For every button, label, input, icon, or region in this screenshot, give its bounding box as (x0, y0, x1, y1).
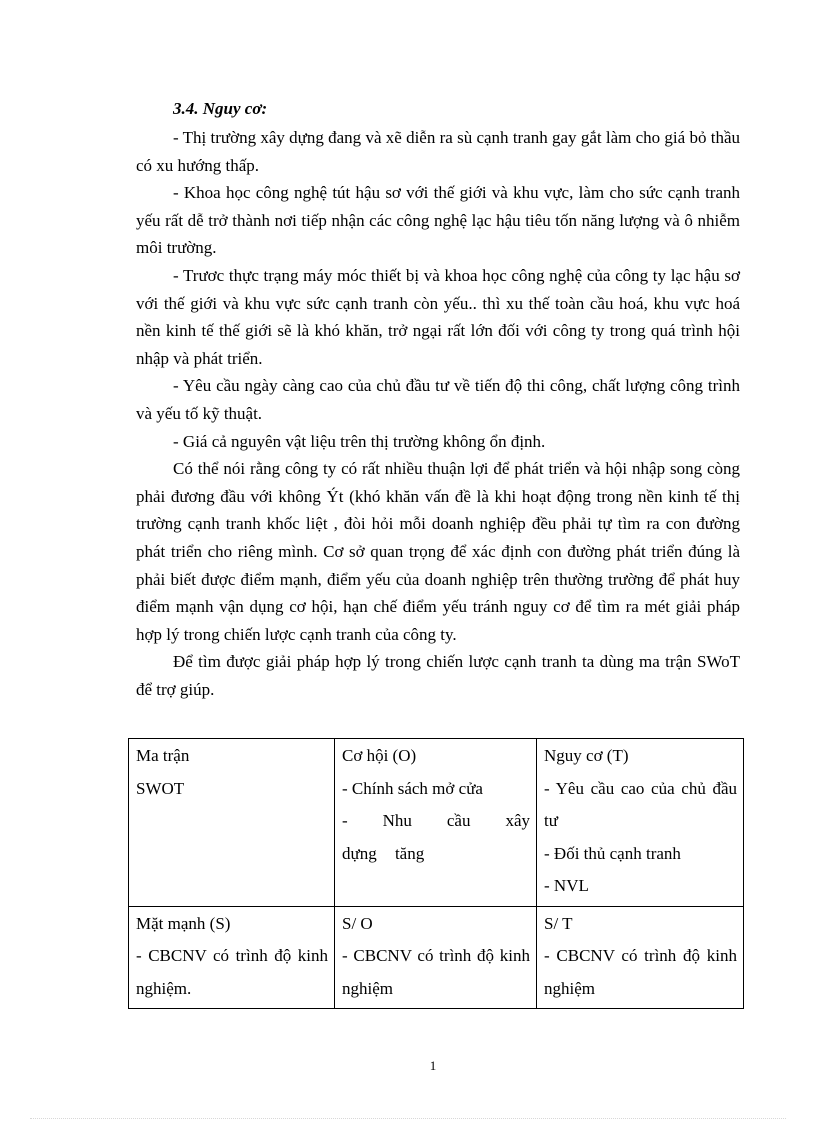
table-cell-opportunities (335, 739, 537, 907)
cell-item: - Chính sách mở cửa (342, 778, 483, 798)
paragraph-threat-technology: - Khoa học công nghệ tút hậu sơ với thế giới và khu vực, làm cho sức cạnh tranh yếu rất dễ trở thành nơi tiếp nhận các công nghệ lạc hậu tiêu tốn năng lượng và ô nhiễm môi trường. (136, 183, 740, 258)
cell-title: Ma trận (136, 746, 190, 765)
cell-title: S/ T (544, 913, 573, 933)
cell-item: - CBCNV có trình độ kinh nghiệm. (136, 946, 328, 998)
table-cell-strengths (129, 906, 335, 1009)
body-text (136, 124, 740, 703)
paragraph-conclusion: Có thể nói rằng công ty có rất nhiều thuận lợi để phát triển và hội nhập song còng phải đương đầu với không Ýt (khó khăn vấn đề là khi hoạt động trong nền kinh tế thị trường cạnh tranh khốc liệt , đòi hỏi mỗi doanh nghiệp đều phải tự tìm ra con đường phát triển cho riêng mình. Cơ sở quan trọng để xác định con đường phát triển đúng là phải biết được điểm mạnh, điểm yếu của doanh nghiệp trên thường trường để phát huy điểm mạnh vận dụng cơ hội, hạn chế điểm yếu tránh nguy cơ để tìm ra mét giải pháp hợp lý trong chiến lược cạnh tranh của công ty. (136, 459, 740, 644)
table-cell-st (537, 906, 744, 1009)
cell-title: S/ O (342, 913, 373, 933)
table-cell-matrix (129, 739, 335, 907)
table-cell-threats (537, 739, 744, 907)
paragraph-threat-market: - Thị trường xây dựng đang và xẽ diễn ra sù cạnh tranh gay gắt làm cho giá bỏ thầu có xu hướng thấp. (136, 128, 740, 175)
cell-item: - Nhu cầu xây dựng tăng (342, 811, 530, 863)
paragraph-threat-investor: - Yêu cầu ngày càng cao của chủ đầu tư về tiến độ thi công, chất lượng công trình và yếu tố kỹ thuật. (136, 376, 740, 423)
table-cell-so (335, 906, 537, 1009)
table-row (129, 739, 744, 907)
cell-item: - Đối thủ cạnh tranh (544, 843, 681, 863)
paragraph-threat-materials: - Giá cả nguyên vật liệu trên thị trường không ổn định. (173, 431, 546, 451)
paragraph-swot-intro: Để tìm được giải pháp hợp lý trong chiến lược cạnh tranh ta dùng ma trận SWoT để trợ giúp. (136, 652, 740, 699)
cell-item: - CBCNV có trình độ kinh nghiệm (544, 946, 737, 998)
cell-item: - Yêu cầu cao của chủ đầu tư (544, 778, 737, 830)
page-bottom-divider (30, 1118, 786, 1119)
page-number: 1 (429, 1058, 437, 1073)
section-heading: 3.4. Nguy cơ: (173, 99, 268, 118)
cell-title: Nguy cơ (T) (544, 746, 629, 765)
swot-table (128, 738, 744, 1009)
cell-title: SWOT (136, 778, 185, 798)
paragraph-threat-equipment: - Trươc thực trạng máy móc thiết bị và khoa học công nghệ của công ty lạc hậu sơ với thế giới và khu vực sức cạnh tranh còn yếu.. thì xu thế toàn cầu hoá, khu vực hoá nền kinh tế thế giới sẽ là khó khăn, trở ngại rất lớn đối với công ty trong quá trình hội nhập và phát triển. (136, 265, 740, 368)
table-row (129, 906, 744, 1009)
cell-item: - NVL (544, 876, 589, 895)
cell-title: Mặt mạnh (S) (136, 913, 231, 933)
cell-title: Cơ hội (O) (342, 746, 417, 765)
cell-item: - CBCNV có trình độ kinh nghiệm (342, 946, 530, 998)
